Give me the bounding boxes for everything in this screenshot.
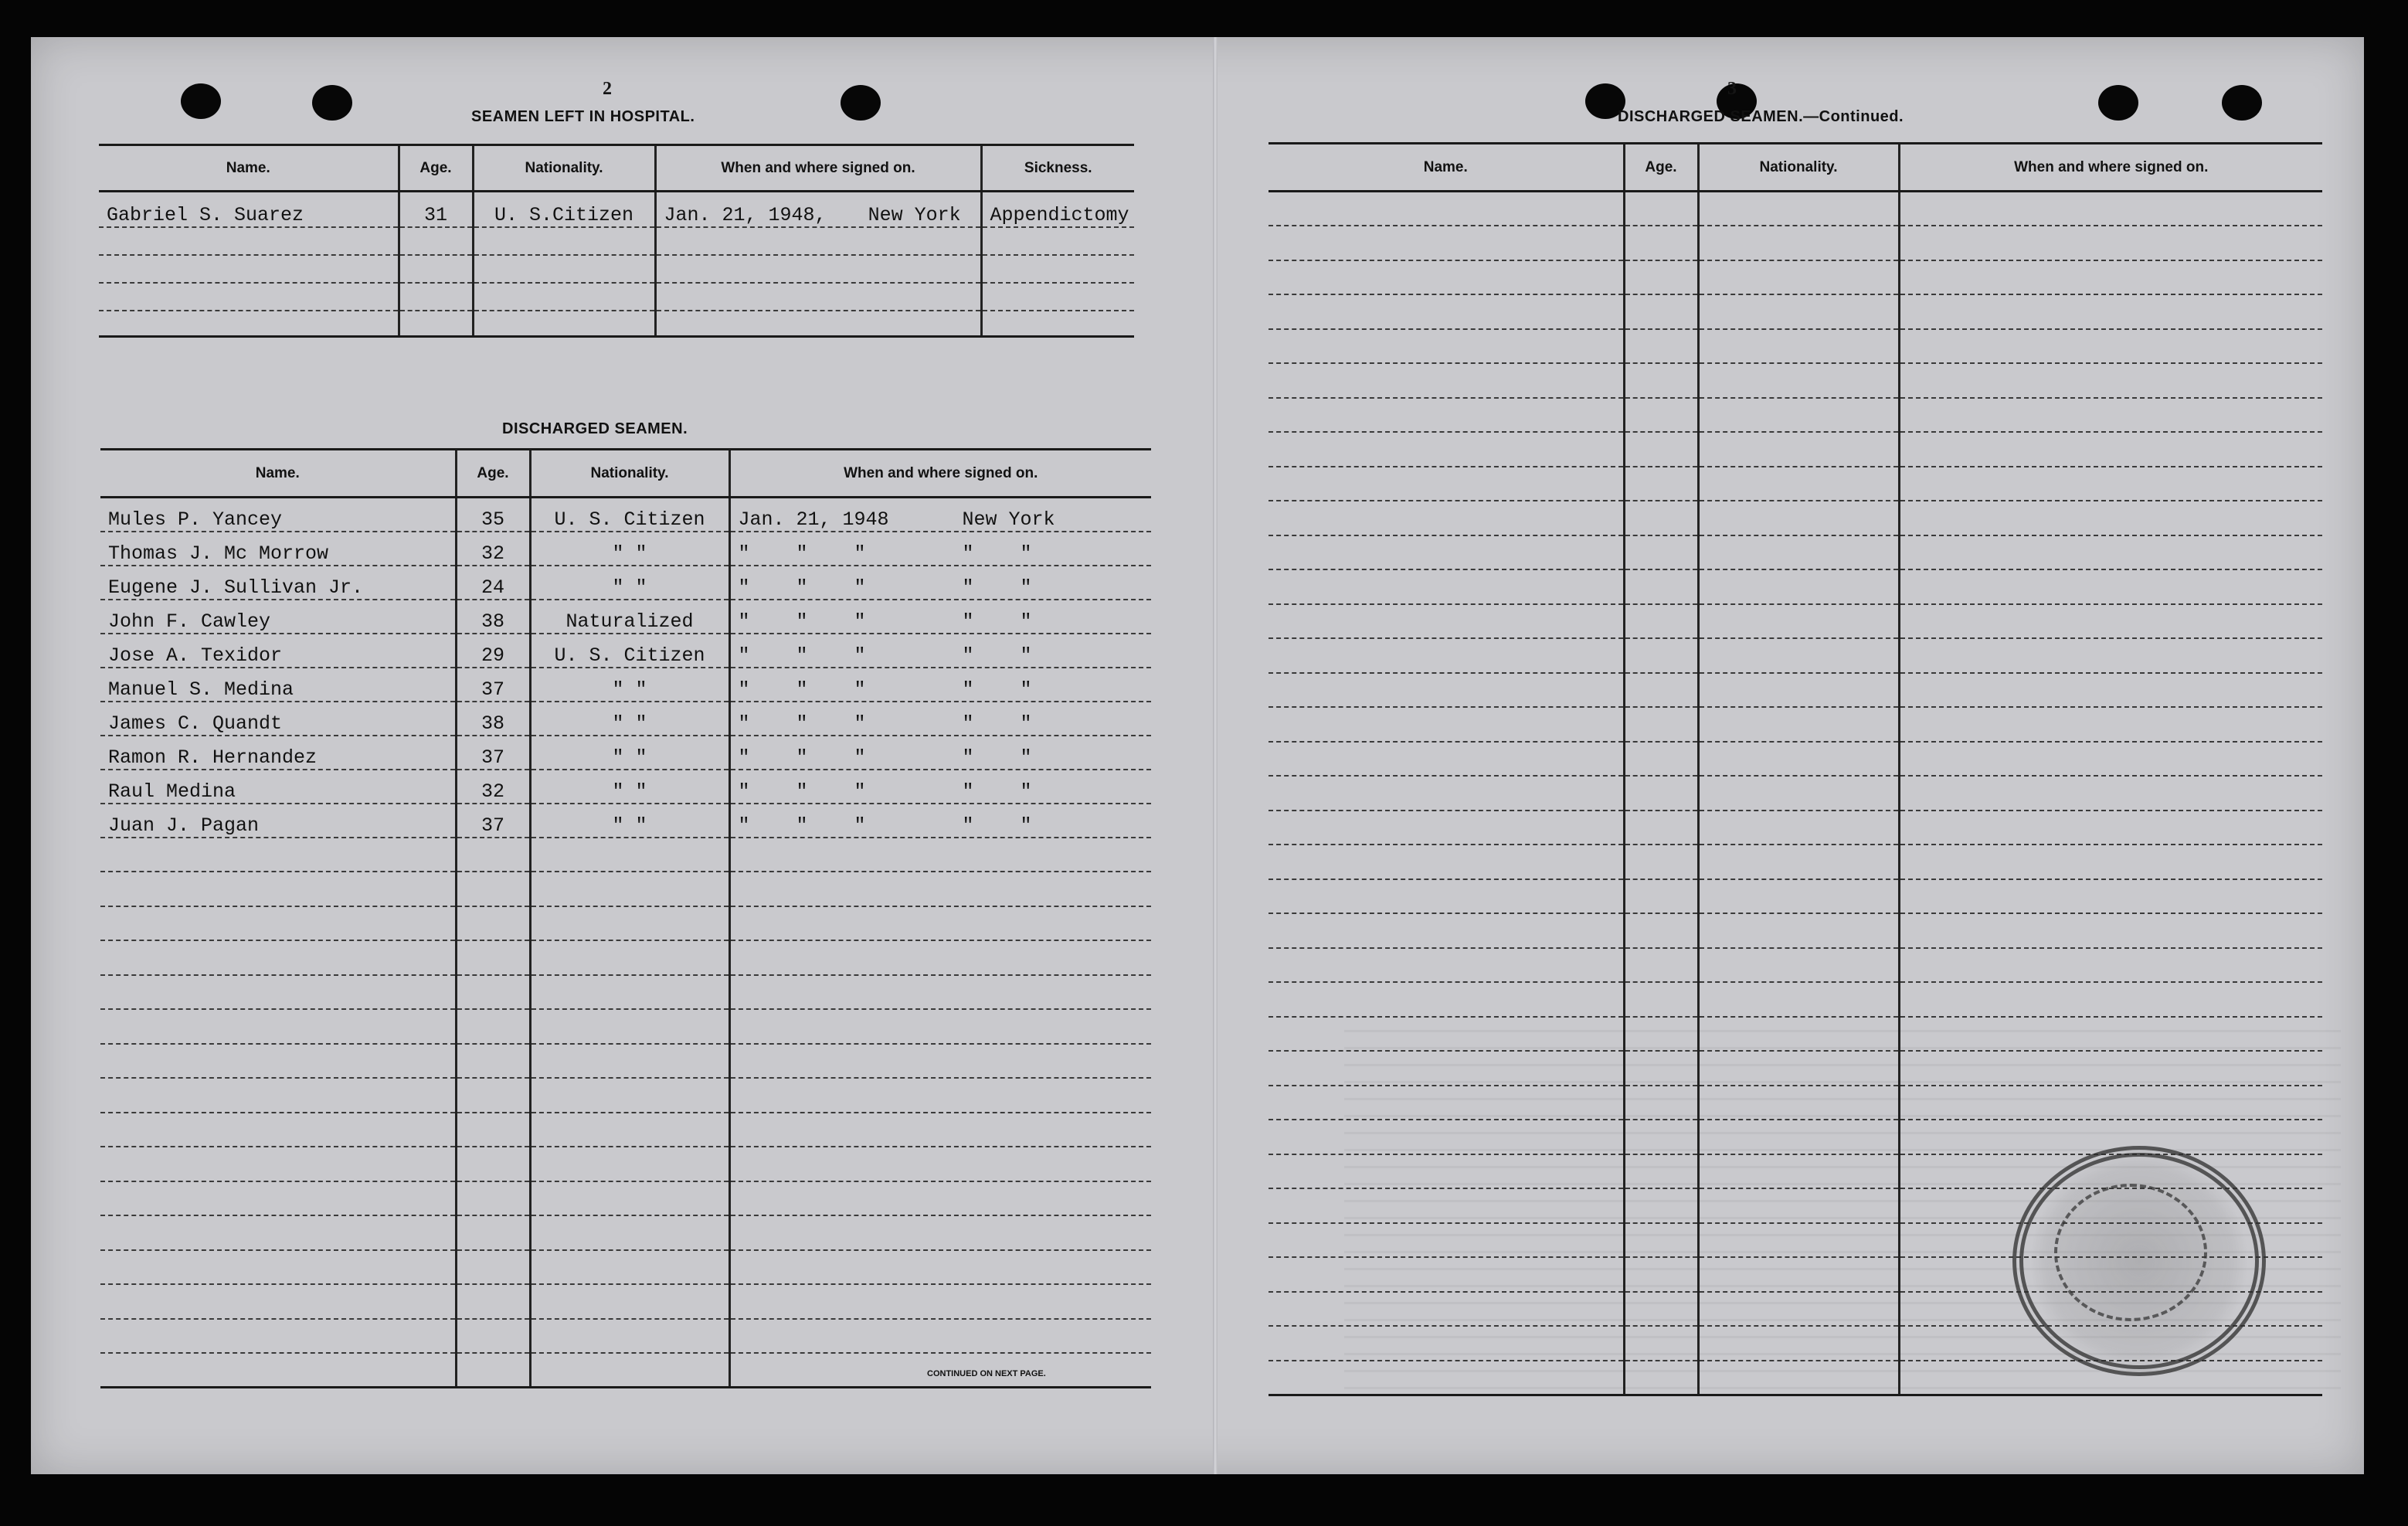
signed-place: " " bbox=[962, 610, 1032, 633]
signed-place: " " bbox=[962, 644, 1032, 667]
table-row-empty bbox=[1269, 398, 2322, 433]
cell-nationality: " " bbox=[530, 804, 729, 838]
table-row-empty bbox=[100, 838, 1151, 872]
cell-name: Mules P. Yancey bbox=[100, 498, 456, 532]
table-row-empty bbox=[100, 975, 1151, 1010]
signed-date: " " " bbox=[738, 814, 866, 837]
table-row-empty bbox=[1269, 192, 2322, 226]
signed-date: " " " bbox=[738, 644, 866, 667]
cell-age: 35 bbox=[456, 498, 530, 532]
col-header-name: Name. bbox=[99, 145, 399, 192]
hospital-section-title: SEAMEN LEFT IN HOSPITAL. bbox=[471, 108, 695, 125]
table-row-empty bbox=[1269, 294, 2322, 329]
table-row bbox=[100, 498, 1151, 532]
cell-sickness: Appendictomy bbox=[981, 192, 1134, 227]
table-row-empty bbox=[99, 227, 1134, 255]
signed-date: " " " bbox=[738, 542, 866, 565]
cell-name: Thomas J. Mc Morrow bbox=[100, 532, 456, 566]
cell-nationality: U. S. Citizen bbox=[530, 498, 729, 532]
table-row-empty bbox=[1269, 467, 2322, 501]
table-row-empty bbox=[1269, 776, 2322, 811]
signed-place: " " bbox=[962, 746, 1032, 769]
signed-place: New York bbox=[868, 203, 961, 226]
discharged-table bbox=[100, 448, 1151, 1388]
col-header-nationality: Nationality. bbox=[473, 145, 655, 192]
table-row bbox=[100, 702, 1151, 736]
col-header-name: Name. bbox=[1269, 144, 1624, 192]
cell-age: 38 bbox=[456, 600, 530, 634]
table-row-empty bbox=[99, 255, 1134, 283]
table-row bbox=[100, 736, 1151, 770]
table-row-empty bbox=[1269, 569, 2322, 604]
cell-name: Juan J. Pagan bbox=[100, 804, 456, 838]
signed-place: " " bbox=[962, 542, 1032, 565]
page-number-left: 2 bbox=[603, 79, 612, 99]
table-row bbox=[100, 532, 1151, 566]
punch-hole bbox=[2222, 85, 2262, 121]
cell-nationality: " " bbox=[530, 532, 729, 566]
col-header-age: Age. bbox=[399, 145, 473, 192]
col-header-age: Age. bbox=[1624, 144, 1698, 192]
signed-date: " " " bbox=[738, 780, 866, 803]
cell-signed-on bbox=[729, 498, 1151, 532]
table-row-empty bbox=[1269, 432, 2322, 467]
hospital-table bbox=[99, 144, 1134, 338]
punch-hole bbox=[312, 85, 352, 121]
cell-age: 32 bbox=[456, 532, 530, 566]
cell-signed-on bbox=[729, 804, 1151, 838]
table-row-empty bbox=[1269, 363, 2322, 398]
cell-name: Manuel S. Medina bbox=[100, 668, 456, 702]
col-header-sickness: Sickness. bbox=[981, 145, 1134, 192]
cell-signed-on bbox=[729, 532, 1151, 566]
signed-place: " " bbox=[962, 780, 1032, 803]
table-row-empty bbox=[1269, 1086, 2322, 1120]
table-row-empty bbox=[100, 906, 1151, 941]
col-header-nationality: Nationality. bbox=[1698, 144, 1899, 192]
table-row-empty bbox=[99, 311, 1134, 337]
col-header-signed-on: When and where signed on. bbox=[729, 450, 1151, 498]
table-row-empty bbox=[1269, 913, 2322, 948]
signed-date: " " " bbox=[738, 610, 866, 633]
punch-hole bbox=[2098, 85, 2138, 121]
cell-name: John F. Cawley bbox=[100, 600, 456, 634]
cell-age: 37 bbox=[456, 668, 530, 702]
cell-name: Jose A. Texidor bbox=[100, 634, 456, 668]
cell-signed-on bbox=[729, 634, 1151, 668]
table-row-empty bbox=[100, 872, 1151, 906]
table-row-empty bbox=[1269, 879, 2322, 914]
cell-nationality: " " bbox=[530, 736, 729, 770]
discharged-section-title: DISCHARGED SEAMEN. bbox=[502, 420, 688, 437]
cell-name: James C. Quandt bbox=[100, 702, 456, 736]
cell-name: Eugene J. Sullivan Jr. bbox=[100, 566, 456, 600]
table-row-empty bbox=[1269, 260, 2322, 295]
signed-place: " " bbox=[962, 712, 1032, 735]
table-row-empty bbox=[1269, 604, 2322, 639]
signed-date: " " " bbox=[738, 712, 866, 735]
table-row-empty bbox=[1269, 1017, 2322, 1052]
table-row bbox=[100, 600, 1151, 634]
discharged-continued-title: DISCHARGED SEAMEN.—Continued. bbox=[1618, 108, 1904, 125]
col-header-nationality: Nationality. bbox=[530, 450, 729, 498]
table-row-empty bbox=[1269, 982, 2322, 1017]
cell-nationality: " " bbox=[530, 770, 729, 804]
cell-signed-on bbox=[729, 600, 1151, 634]
col-header-signed-on: When and where signed on. bbox=[1899, 144, 2322, 192]
table-row-empty bbox=[1269, 742, 2322, 777]
cell-signed-on bbox=[655, 192, 981, 227]
cell-nationality: Naturalized bbox=[530, 600, 729, 634]
table-row-empty bbox=[1269, 226, 2322, 260]
continued-note: CONTINUED ON NEXT PAGE. bbox=[927, 1369, 1046, 1378]
cell-age: 24 bbox=[456, 566, 530, 600]
table-row-empty bbox=[1269, 638, 2322, 673]
punch-hole bbox=[841, 85, 881, 121]
signed-date: " " " bbox=[738, 576, 866, 599]
signed-date: " " " bbox=[738, 746, 866, 769]
cell-name: Raul Medina bbox=[100, 770, 456, 804]
signed-date: " " " bbox=[738, 678, 866, 701]
cell-signed-on bbox=[729, 702, 1151, 736]
signed-date: Jan. 21, 1948, bbox=[664, 203, 827, 226]
table-row-empty bbox=[1269, 707, 2322, 742]
table-row-empty bbox=[100, 1078, 1151, 1113]
table-row-empty bbox=[1269, 329, 2322, 364]
table-row-empty bbox=[100, 1181, 1151, 1216]
cell-signed-on bbox=[729, 736, 1151, 770]
cell-signed-on bbox=[729, 668, 1151, 702]
table-row-empty bbox=[100, 1147, 1151, 1181]
table-row-empty bbox=[100, 940, 1151, 975]
table-row-empty bbox=[99, 283, 1134, 311]
table-row-empty bbox=[100, 1250, 1151, 1285]
page-number-right: 3 bbox=[1727, 79, 1737, 99]
cell-nationality: " " bbox=[530, 702, 729, 736]
table-row bbox=[100, 566, 1151, 600]
table-row-empty bbox=[100, 1284, 1151, 1319]
cell-nationality: " " bbox=[530, 668, 729, 702]
table-row-empty bbox=[100, 1044, 1151, 1079]
cell-name: Gabriel S. Suarez bbox=[99, 192, 399, 227]
signed-place: " " bbox=[962, 678, 1032, 701]
table-row-empty bbox=[100, 1319, 1151, 1354]
table-row-empty bbox=[1269, 948, 2322, 983]
table-row-empty bbox=[100, 1215, 1151, 1250]
manifest-sheet bbox=[31, 37, 2364, 1474]
table-row bbox=[99, 192, 1134, 227]
col-header-signed-on: When and where signed on. bbox=[655, 145, 981, 192]
table-row-empty bbox=[1269, 673, 2322, 708]
stamp-inner-ring bbox=[2054, 1184, 2207, 1321]
cell-age: 38 bbox=[456, 702, 530, 736]
cell-nationality: " " bbox=[530, 566, 729, 600]
col-header-name: Name. bbox=[100, 450, 456, 498]
table-row-empty bbox=[100, 1113, 1151, 1147]
table-row bbox=[100, 804, 1151, 838]
cell-age: 37 bbox=[456, 804, 530, 838]
punch-hole bbox=[181, 83, 221, 119]
cell-nationality: U. S. Citizen bbox=[530, 634, 729, 668]
table-row bbox=[100, 668, 1151, 702]
signed-date: Jan. 21, 1948 bbox=[738, 508, 889, 531]
cell-age: 31 bbox=[399, 192, 473, 227]
table-row bbox=[100, 770, 1151, 804]
cell-signed-on bbox=[729, 566, 1151, 600]
table-row-empty bbox=[1269, 845, 2322, 879]
circular-stamp bbox=[2012, 1146, 2266, 1376]
cell-nationality: U. S.Citizen bbox=[473, 192, 655, 227]
table-row-empty bbox=[1269, 501, 2322, 535]
signed-place: " " bbox=[962, 576, 1032, 599]
table-row bbox=[100, 634, 1151, 668]
cell-name: Ramon R. Hernandez bbox=[100, 736, 456, 770]
cell-age: 37 bbox=[456, 736, 530, 770]
table-row-empty bbox=[1269, 811, 2322, 845]
signed-place: " " bbox=[962, 814, 1032, 837]
cell-signed-on bbox=[729, 770, 1151, 804]
col-header-age: Age. bbox=[456, 450, 530, 498]
signed-place: New York bbox=[962, 508, 1055, 531]
table-row-empty bbox=[1269, 1051, 2322, 1086]
cell-age: 32 bbox=[456, 770, 530, 804]
table-row-empty bbox=[100, 1009, 1151, 1044]
table-row-empty bbox=[1269, 535, 2322, 570]
cell-age: 29 bbox=[456, 634, 530, 668]
page-fold bbox=[1213, 37, 1218, 1474]
